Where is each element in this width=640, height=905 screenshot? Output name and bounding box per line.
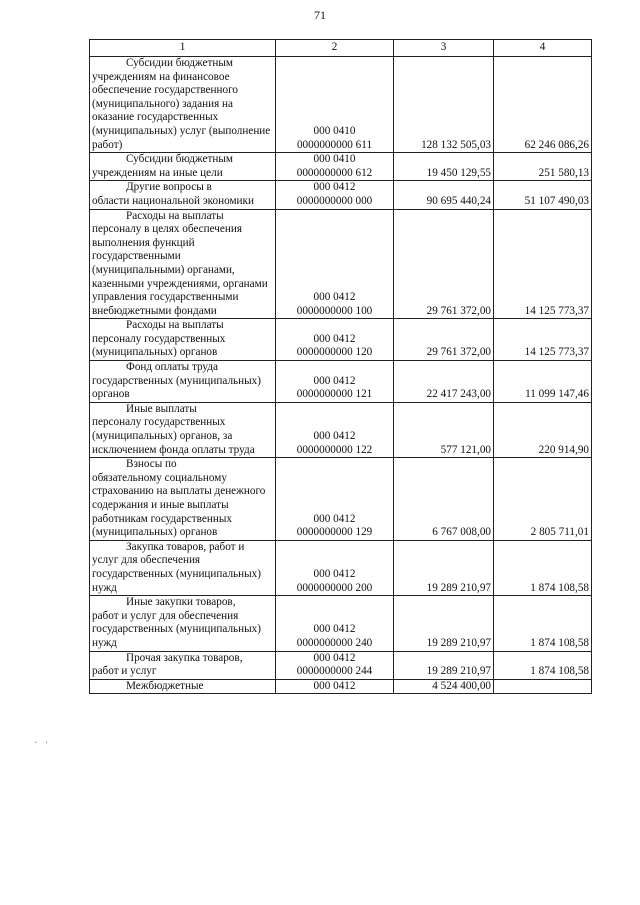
row-value-col4: 1 874 108,58: [494, 540, 592, 595]
table-row: [90, 596, 592, 651]
row-name-first: Расходы на выплаты: [126, 319, 224, 332]
row-name-first: Закупка товаров, работ и: [126, 540, 245, 553]
row-name-cell: [90, 651, 276, 679]
row-code-cell: [276, 458, 394, 541]
page-number: 71: [314, 8, 326, 22]
row-value-col4: 51 107 490,03: [494, 181, 592, 209]
row-name-cell: [90, 402, 276, 457]
row-code-line1: 000 0412: [313, 332, 356, 345]
row-name-rest: работ и услуг: [92, 665, 157, 678]
row-code-cell: [276, 540, 394, 595]
row-name-rest: персоналу государственных (муниципальных) органов, за исключением фонда оплаты труда: [92, 416, 255, 456]
row-code-line1: 000 0412: [313, 181, 356, 194]
row-name-cell: [90, 57, 276, 153]
row-value-col3: 19 289 210,97: [394, 596, 494, 651]
row-value-col4: 1 874 108,58: [494, 596, 592, 651]
table-row: [90, 540, 592, 595]
row-value-col4: 62 246 086,26: [494, 57, 592, 153]
row-name-cell: [90, 596, 276, 651]
row-code-line2: 0000000000 240: [296, 636, 373, 649]
row-code-line1: 000 0410: [313, 124, 356, 137]
row-code-line1: 000 0412: [313, 567, 356, 580]
table-header-row: [90, 40, 592, 57]
column-header: 2: [276, 40, 394, 57]
row-code-cell: [276, 596, 394, 651]
row-value-col4: 1 874 108,58: [494, 651, 592, 679]
table-row: [90, 57, 592, 153]
row-name-first: Фонд оплаты труда: [126, 361, 218, 374]
budget-table: [89, 39, 592, 694]
row-code-line1: 000 0412: [313, 374, 356, 387]
row-value-col3: 29 761 372,00: [394, 209, 494, 319]
row-code-cell: [276, 651, 394, 679]
row-code-cell: [276, 209, 394, 319]
row-name-first: Межбюджетные: [126, 679, 204, 692]
row-code-line1: 000 0412: [313, 651, 356, 664]
row-code-line2: 0000000000 611: [296, 138, 373, 151]
table-row: [90, 679, 592, 694]
column-header: 4: [494, 40, 592, 57]
table-row: [90, 361, 592, 403]
row-value-col4: 11 099 147,46: [494, 361, 592, 403]
row-code-cell: [276, 679, 394, 694]
row-name-first: Иные закупки товаров,: [126, 596, 236, 609]
row-value-col4: 14 125 773,37: [494, 209, 592, 319]
row-name-rest: государственных (муниципальных) органов: [92, 374, 261, 401]
table-row: [90, 209, 592, 319]
row-code-line1: 000 0412: [313, 512, 356, 525]
row-value-col3: 128 132 505,03: [394, 57, 494, 153]
row-value-col4: 220 914,90: [494, 402, 592, 457]
row-name-rest: персоналу в целях обеспечения выполнения функций государственными (муниципальными) органами, казенными учреждениями, органами управления государственными внебюджетными фондами: [92, 223, 268, 317]
row-value-col4: 2 805 711,01: [494, 458, 592, 541]
table-row: [90, 153, 592, 181]
row-code-line2: 0000000000 612: [296, 166, 373, 179]
row-value-col3: 90 695 440,24: [394, 181, 494, 209]
column-header: 1: [90, 40, 276, 57]
row-value-col4: [494, 679, 592, 694]
row-code-line1: 000 0412: [313, 623, 356, 636]
row-name-first: Прочая закупка товаров,: [126, 651, 243, 664]
table-row: [90, 402, 592, 457]
row-code-cell: [276, 319, 394, 361]
row-code-line2: 0000000000 120: [296, 346, 373, 359]
table-row: [90, 319, 592, 361]
row-code-cell: [276, 402, 394, 457]
table-row: [90, 181, 592, 209]
row-value-col3: 4 524 400,00: [394, 679, 494, 694]
row-code-cell: [276, 181, 394, 209]
row-name-rest: области национальной экономики: [92, 194, 254, 207]
row-value-col4: 14 125 773,37: [494, 319, 592, 361]
row-code-line2: 0000000000 200: [296, 581, 373, 594]
row-name-cell: [90, 679, 276, 694]
row-value-col3: 577 121,00: [394, 402, 494, 457]
row-code-cell: [276, 153, 394, 181]
row-code-line2: 0000000000 000: [296, 194, 373, 207]
row-name-first: Субсидии бюджетным: [126, 153, 233, 166]
row-name-cell: [90, 209, 276, 319]
row-code-line1: 000 0412: [313, 291, 356, 304]
table-row: [90, 458, 592, 541]
row-name-cell: [90, 153, 276, 181]
row-name-rest: учреждениям на иные цели: [92, 166, 223, 179]
row-name-cell: [90, 458, 276, 541]
column-header: 3: [394, 40, 494, 57]
row-code-line1: 000 0412: [313, 679, 356, 692]
row-name-rest: учреждениям на финансовое обеспечение государственного (муниципального) задания на оказание государственных (муниципальных) услуг (выполнение работ): [92, 70, 271, 151]
row-name-cell: [90, 540, 276, 595]
row-value-col3: 22 417 243,00: [394, 361, 494, 403]
row-name-cell: [90, 361, 276, 403]
row-code-line2: 0000000000 122: [296, 443, 373, 456]
row-name-first: Расходы на выплаты: [126, 209, 224, 222]
row-name-first: Взносы по: [126, 458, 177, 471]
row-name-rest: работ и услуг для обеспечения государственных (муниципальных) нужд: [92, 609, 261, 649]
row-code-line1: 000 0412: [313, 430, 356, 443]
row-value-col3: 6 767 008,00: [394, 458, 494, 541]
row-name-cell: [90, 319, 276, 361]
row-name-first: Иные выплаты: [126, 402, 197, 415]
row-value-col3: 19 289 210,97: [394, 651, 494, 679]
row-value-col3: 19 289 210,97: [394, 540, 494, 595]
row-code-cell: [276, 361, 394, 403]
row-code-line2: 0000000000 100: [296, 304, 373, 317]
table-row: [90, 651, 592, 679]
scan-speck: · ·: [34, 738, 49, 749]
row-name-first: Другие вопросы в: [126, 181, 212, 194]
row-code-line2: 0000000000 121: [296, 388, 373, 401]
row-name-rest: услуг для обеспечения государственных (муниципальных) нужд: [92, 554, 261, 594]
row-value-col4: 251 580,13: [494, 153, 592, 181]
row-value-col3: 19 450 129,55: [394, 153, 494, 181]
row-name-first: Субсидии бюджетным: [126, 57, 233, 69]
row-name-rest: обязательному социальному страхованию на выплаты денежного содержания и иные выплаты работникам государственных (муниципальных) органов: [92, 471, 266, 539]
row-code-line2: 0000000000 129: [296, 526, 373, 539]
row-code-line1: 000 0410: [313, 153, 356, 166]
row-name-rest: персоналу государственных (муниципальных) органов: [92, 332, 226, 359]
row-code-line2: 0000000000 244: [296, 665, 373, 678]
row-code-cell: [276, 57, 394, 153]
row-name-cell: [90, 181, 276, 209]
row-value-col3: 29 761 372,00: [394, 319, 494, 361]
